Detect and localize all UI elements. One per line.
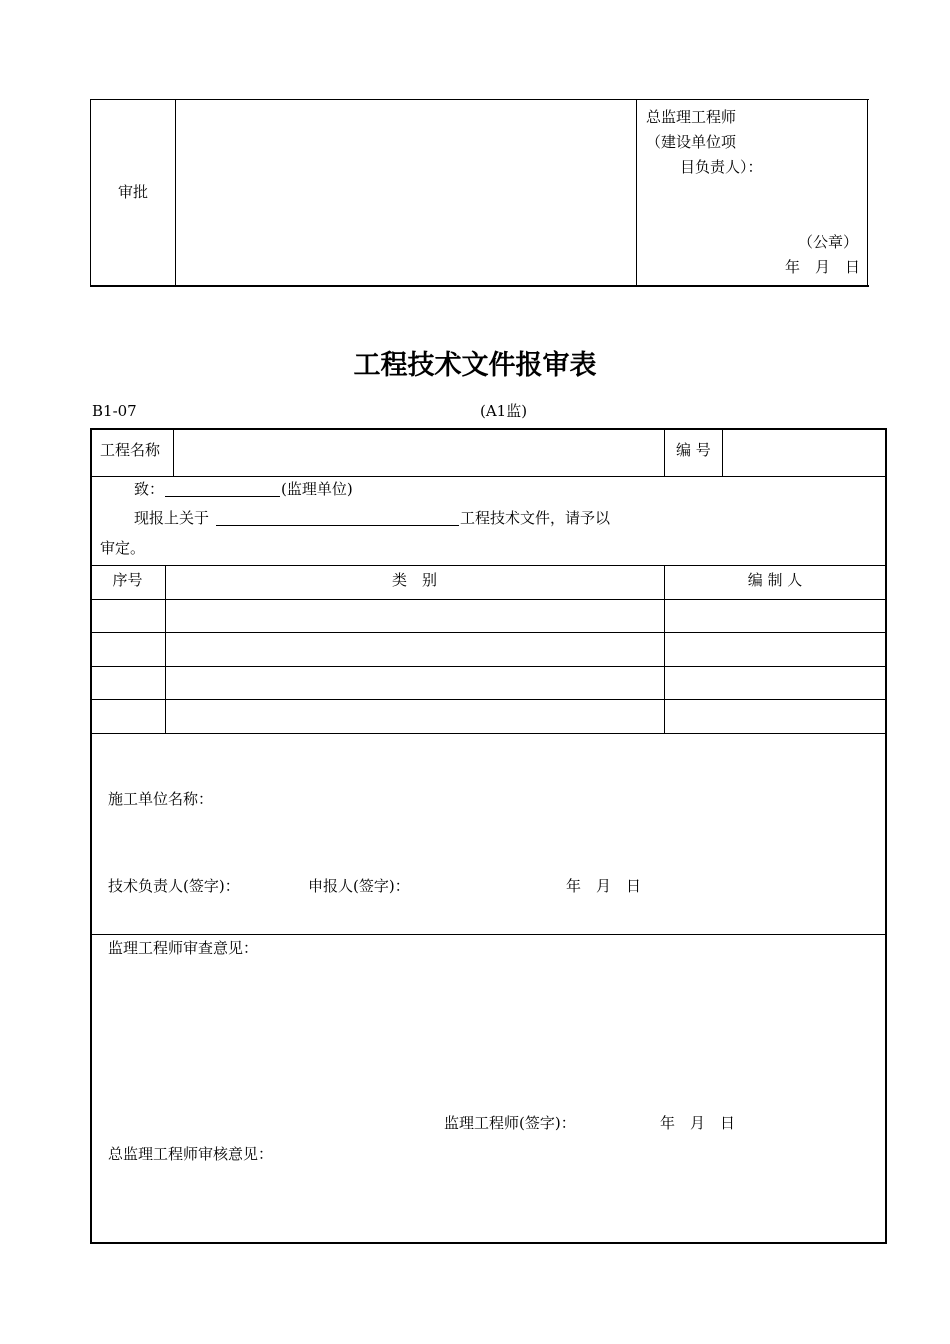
row-line-2 bbox=[90, 565, 887, 566]
number-label: 编 号 bbox=[676, 441, 711, 459]
approval-left-border bbox=[90, 99, 91, 286]
project-name-field[interactable] bbox=[176, 432, 662, 474]
contractor-label: 施工单位名称： bbox=[108, 790, 214, 808]
form-top-border bbox=[90, 428, 887, 430]
form-right-border bbox=[885, 428, 887, 1244]
approval-date: 年 月 日 bbox=[785, 258, 861, 276]
approval-right-border bbox=[867, 99, 868, 286]
reporter-label: 申报人(签字)： bbox=[308, 877, 410, 895]
chief-engineer-line3: 目负责人）： bbox=[680, 158, 763, 176]
form-code: B1-07 bbox=[92, 402, 137, 420]
engineer-sign-label: 监理工程师(签字)： bbox=[444, 1114, 576, 1132]
chief-engineer-line1: 总监理工程师 bbox=[646, 108, 737, 126]
form-left-border bbox=[90, 428, 92, 1244]
approval-divider-1 bbox=[175, 99, 176, 286]
row-line-1 bbox=[90, 476, 887, 477]
approval-bottom-border bbox=[90, 285, 869, 287]
approval-divider-2 bbox=[636, 99, 637, 286]
row-line-7 bbox=[90, 733, 887, 734]
report-suffix: 工程技术文件，请予以 bbox=[460, 509, 611, 527]
project-blank[interactable] bbox=[216, 525, 459, 526]
name-divider bbox=[173, 430, 174, 476]
table-row[interactable] bbox=[92, 700, 885, 733]
approval-label: 审批 bbox=[118, 183, 149, 201]
to-suffix: (监理单位) bbox=[281, 480, 353, 498]
approval-top-border bbox=[90, 99, 869, 100]
engineer-opinion-label: 监理工程师审查意见： bbox=[108, 939, 259, 957]
col-header-category: 类 别 bbox=[391, 571, 437, 589]
supervision-unit-blank[interactable] bbox=[165, 496, 280, 497]
form-subcode: (A1监) bbox=[480, 402, 528, 420]
number-divider-1 bbox=[664, 430, 665, 476]
number-divider-2 bbox=[722, 430, 723, 476]
project-name-label: 工程名称 bbox=[100, 441, 161, 459]
col-header-author: 编 制 人 bbox=[747, 571, 803, 589]
engineer-date: 年 月 日 bbox=[660, 1114, 736, 1132]
table-row[interactable] bbox=[92, 667, 885, 699]
chief-engineer-line2: （建设单位项 bbox=[646, 133, 737, 151]
form-title: 工程技术文件报审表 bbox=[353, 350, 597, 381]
col-header-index: 序号 bbox=[112, 571, 143, 589]
number-field[interactable] bbox=[725, 432, 883, 474]
chief-opinion-label: 总监理工程师审核意见： bbox=[108, 1145, 274, 1163]
form-bottom-border bbox=[90, 1242, 887, 1244]
table-row[interactable] bbox=[92, 600, 885, 632]
report-prefix: 现报上关于 bbox=[134, 509, 210, 527]
row-line-8 bbox=[90, 934, 887, 935]
seal-label: （公章） bbox=[798, 233, 859, 251]
table-row[interactable] bbox=[92, 633, 885, 666]
to-prefix: 致： bbox=[134, 480, 165, 498]
contractor-date: 年 月 日 bbox=[566, 877, 642, 895]
tech-lead-label: 技术负责人(签字)： bbox=[108, 877, 240, 895]
report-end: 审定。 bbox=[100, 539, 146, 557]
